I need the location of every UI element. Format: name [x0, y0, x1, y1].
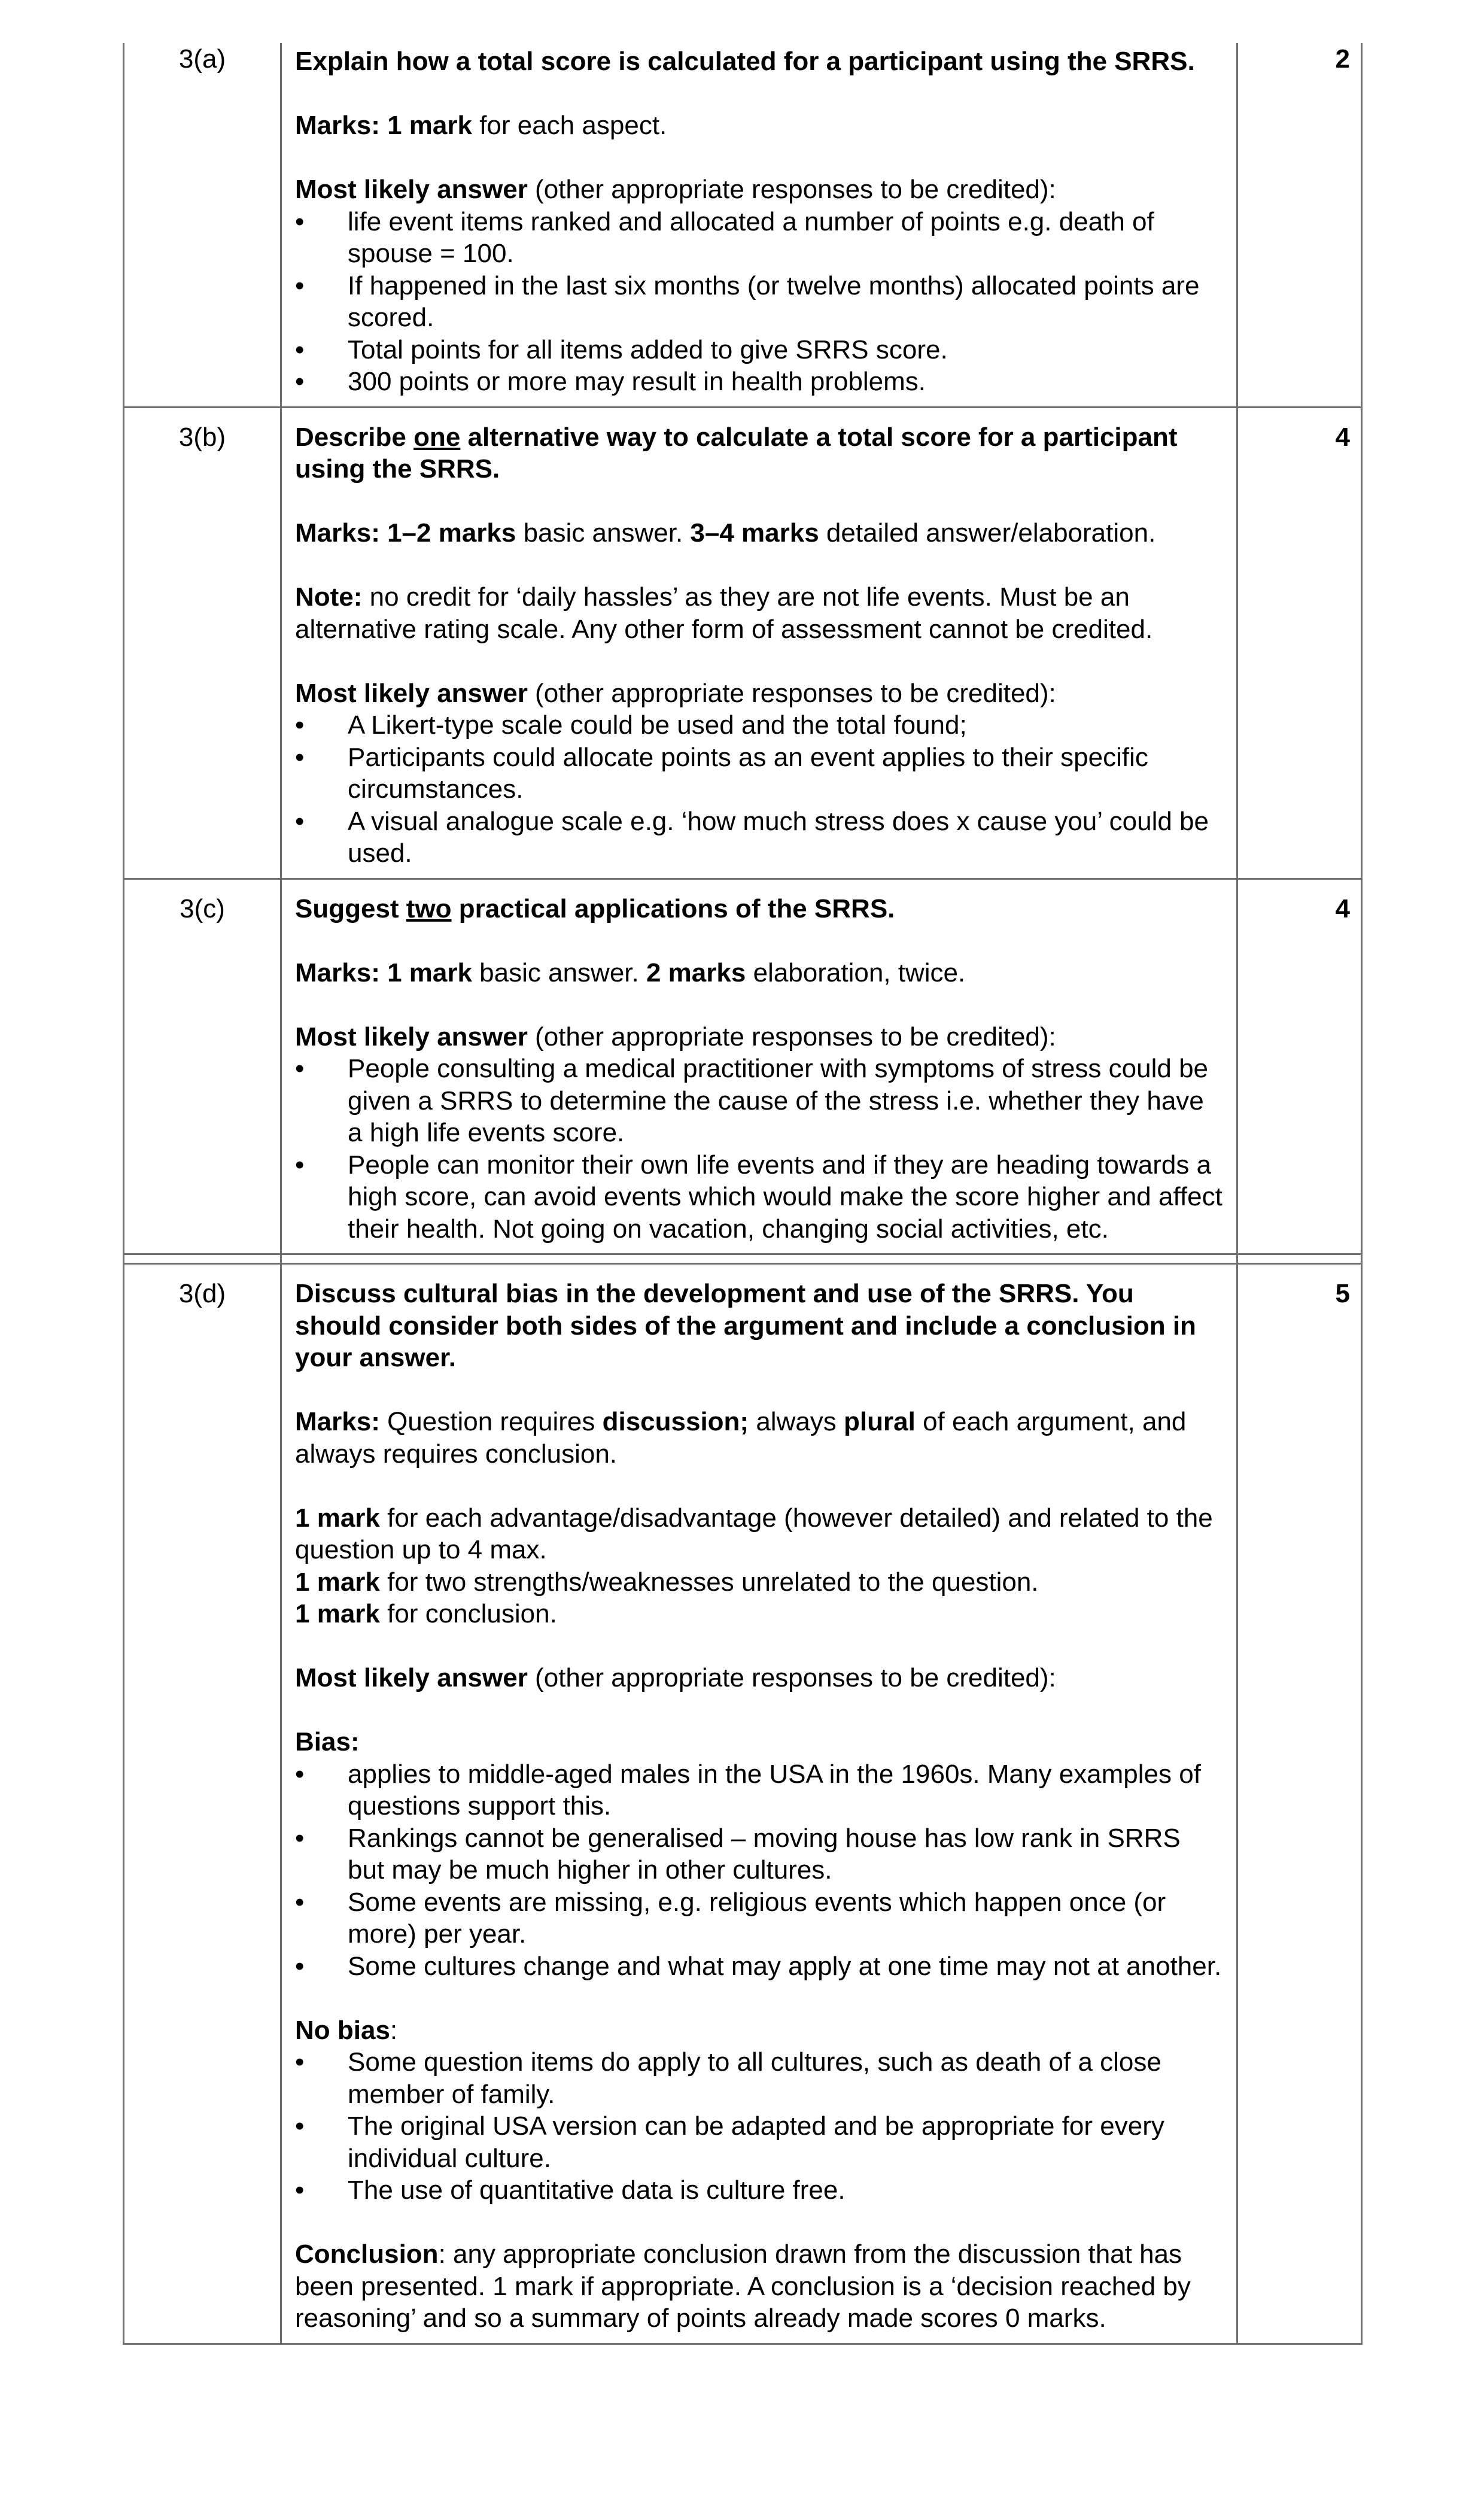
bullet-icon: • [295, 1887, 305, 1917]
bullet-icon: • [295, 806, 305, 836]
mark-allocation-line: 1 mark for each advantage/disadvantage (however detailed) and related to the question up to 4 max. [295, 1503, 1213, 1564]
most-likely-answer-heading: Most likely answer (other appropriate responses to be credited): [295, 1022, 1056, 1052]
marks-cell [1238, 1265, 1361, 2343]
marks-cell [1238, 880, 1361, 1254]
conclusion-guidance: Conclusion: any appropriate conclusion drawn from the discussion that has been presented. 1 mark if appropriate. A conclusion is a ‘decision reached by reasoning’ and so a summary of points already made scores 0 marks. [295, 2239, 1191, 2333]
list-item: • Rankings cannot be generalised – moving house has low rank in SRRS but may be much higher in other cultures. [295, 1823, 1181, 1885]
bullet-icon: • [295, 710, 305, 740]
answer-list [295, 709, 1224, 870]
list-item: • Some events are missing, e.g. religious events which happen once (or more) per year. [295, 1887, 1166, 1949]
question-number: 3(b) [178, 422, 226, 452]
mark-allocation-line: 1 mark for two strengths/weaknesses unrelated to the question. [295, 1567, 1039, 1597]
table-row [124, 43, 1361, 408]
answer-cell [282, 880, 1238, 1254]
table-row [124, 1265, 1361, 2345]
bullet-icon: • [295, 1054, 305, 1083]
list-item: • Some cultures change and what may apply at one time may not at another. [295, 1950, 1224, 1983]
list-item: • The use of quantitative data is culture free. [295, 2174, 1224, 2207]
marking-note: Note: no credit for ‘daily hassles’ as they are not life events. Must be an alternative rating scale. Any other form of assessment cannot be credited. [295, 582, 1153, 644]
list-item: • A visual analogue scale e.g. ‘how much stress does x cause you’ could be used. [295, 806, 1209, 868]
table-row [124, 408, 1361, 880]
bullet-icon: • [295, 271, 305, 300]
marks-value: 4 [1335, 422, 1350, 452]
bullet-icon: • [295, 742, 305, 772]
question-text: Describe one alternative way to calculate a total score for a participant using the SRRS. [295, 422, 1178, 484]
marks-cell [1238, 43, 1361, 406]
bullet-icon: • [295, 2047, 305, 2077]
question-number: 3(c) [180, 894, 225, 923]
question-number: 3(d) [178, 1279, 226, 1308]
answer-list [295, 206, 1224, 398]
bullet-icon: • [295, 206, 305, 236]
list-item: • The original USA version can be adapted and be appropriate for every individual culture. [295, 2111, 1164, 2173]
marks-value: 4 [1335, 894, 1350, 923]
list-item: • applies to middle-aged males in the USA in the 1960s. Many examples of questions support this. [295, 1759, 1201, 1821]
list-item: • Participants could allocate points as an event applies to their specific circumstances. [295, 742, 1148, 804]
answer-cell [282, 1265, 1238, 2343]
question-number-cell [124, 1265, 282, 2343]
no-bias-list [295, 2046, 1224, 2207]
bias-list [295, 1758, 1224, 1983]
question-text: Explain how a total score is calculated for a participant using the SRRS. [295, 47, 1195, 76]
question-number: 3(a) [178, 44, 226, 74]
bullet-icon: • [295, 1823, 305, 1853]
marks-cell [1238, 408, 1361, 878]
marks-guidance: Marks: 1 mark for each aspect. [295, 111, 667, 140]
question-text: Discuss cultural bias in the development and use of the SRRS. You should consider both sides of the argument and include a conclusion in your answer. [295, 1279, 1196, 1372]
question-text: Suggest two practical applications of the SRRS. [295, 894, 895, 923]
bullet-icon: • [295, 1951, 305, 1981]
mark-scheme-table [123, 43, 1363, 2345]
marks-value: 5 [1335, 1279, 1350, 1308]
marks-value: 2 [1335, 44, 1350, 74]
list-item: • People consulting a medical practitioner with symptoms of stress could be given a SRRS to determine the cause of the stress i.e. whether they have a high life events score. [295, 1054, 1209, 1147]
most-likely-answer-heading: Most likely answer (other appropriate responses to be credited): [295, 1663, 1056, 1692]
table-row [124, 880, 1361, 1256]
list-item: • Total points for all items added to give SRRS score. [295, 334, 1224, 366]
list-item: • A Likert-type scale could be used and the total found; [295, 709, 1224, 742]
list-item: • life event items ranked and allocated a number of points e.g. death of spouse = 100. [295, 206, 1154, 268]
question-number-cell [124, 408, 282, 878]
question-number-cell [124, 43, 282, 406]
list-item: • 300 points or more may result in health problems. [295, 366, 1224, 398]
marks-guidance: Marks: 1 mark basic answer. 2 marks elaboration, twice. [295, 958, 966, 987]
answer-cell [282, 43, 1238, 406]
most-likely-answer-heading: Most likely answer (other appropriate responses to be credited): [295, 175, 1056, 204]
mark-allocation-line: 1 mark for conclusion. [295, 1599, 557, 1628]
bias-heading: Bias: [295, 1727, 360, 1757]
list-item: • If happened in the last six months (or twelve months) allocated points are scored. [295, 271, 1200, 332]
list-item: • People can monitor their own life events and if they are heading towards a high score, can avoid events which would make the score higher and affect their health. Not going on vacation, changing social activities, etc. [295, 1150, 1223, 1244]
marks-guidance: Marks: 1–2 marks basic answer. 3–4 marks detailed answer/elaboration. [295, 518, 1156, 548]
most-likely-answer-heading: Most likely answer (other appropriate responses to be credited): [295, 678, 1056, 708]
question-number-cell [124, 880, 282, 1254]
bullet-icon: • [295, 367, 305, 396]
marks-guidance: Marks: Question requires discussion; always plural of each argument, and always requires conclusion. [295, 1407, 1187, 1469]
bullet-icon: • [295, 2175, 305, 2205]
bullet-icon: • [295, 1759, 305, 1789]
answer-list [295, 1053, 1224, 1245]
bullet-icon: • [295, 1150, 305, 1180]
bullet-icon: • [295, 2111, 305, 2141]
answer-cell [282, 408, 1238, 878]
list-item: • Some question items do apply to all cultures, such as death of a close member of family. [295, 2047, 1161, 2109]
table-divider-row [124, 1255, 1361, 1265]
no-bias-heading: No bias: [295, 2015, 398, 2045]
bullet-icon: • [295, 335, 305, 364]
